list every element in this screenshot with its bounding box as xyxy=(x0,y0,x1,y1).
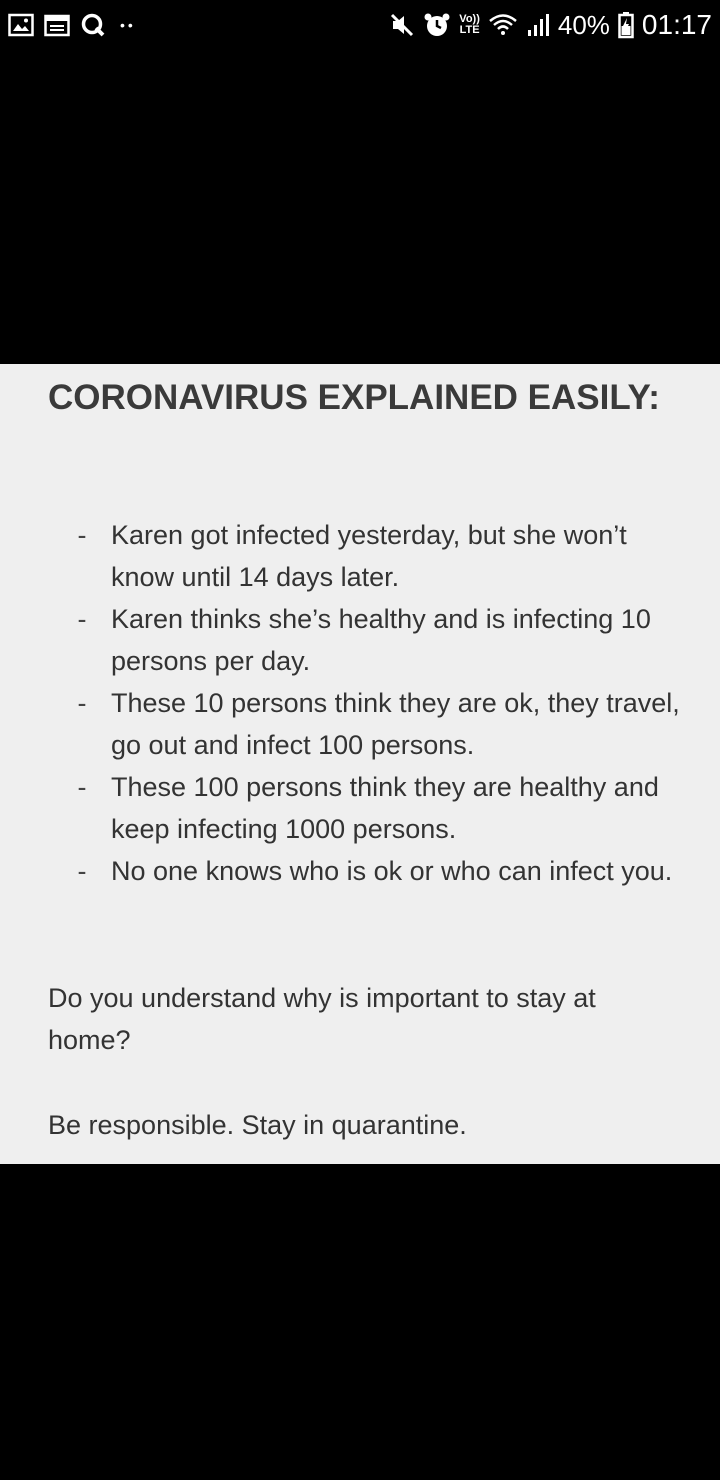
shared-image[interactable] xyxy=(0,364,720,1164)
volte-top-label: Vo)) xyxy=(459,13,480,25)
list-item xyxy=(72,766,682,850)
bullet-dash: - xyxy=(77,772,87,802)
status-bar xyxy=(0,0,720,50)
list-item xyxy=(72,682,682,766)
list-item-text: No one knows who is ok or who can infect you. xyxy=(111,856,673,886)
alarm-icon xyxy=(423,11,451,39)
status-bar-system xyxy=(389,6,712,44)
bullet-dash: - xyxy=(77,688,87,718)
battery-icon xyxy=(618,11,634,39)
bullet-dash: - xyxy=(77,520,87,550)
question-paragraph: Do you understand why is important to stay at home? xyxy=(48,983,596,1055)
list-item xyxy=(72,598,682,682)
list-item-text: Karen thinks she’s healthy and is infecting 10 persons per day. xyxy=(111,604,651,676)
list-item xyxy=(72,514,682,598)
bullet-dash: - xyxy=(77,604,87,634)
more-notifications-dots: •• xyxy=(120,17,136,33)
note-title: CORONAVIRUS EXPLAINED EASILY: xyxy=(48,378,660,417)
gallery-icon xyxy=(8,13,34,37)
closing-paragraph: Be responsible. Stay in quarantine. xyxy=(48,1110,467,1140)
clock: 01:17 xyxy=(641,9,712,40)
mute-icon xyxy=(389,12,415,38)
search-q-icon xyxy=(80,12,106,38)
volte-bottom-label: LTE xyxy=(459,24,480,36)
signal-icon xyxy=(526,12,550,38)
status-bar-notifications xyxy=(8,10,136,40)
bullet-list xyxy=(72,514,682,892)
list-item-text: These 100 persons think they are healthy and keep infecting 1000 persons. xyxy=(111,772,659,844)
list-item-text: These 10 persons think they are ok, they travel, go out and infect 100 persons. xyxy=(111,688,680,760)
list-item xyxy=(72,850,682,892)
calendar-icon xyxy=(44,13,70,37)
bullet-dash: - xyxy=(77,856,87,886)
list-item-text: Karen got infected yesterday, but she won’t know until 14 days later. xyxy=(111,520,627,592)
battery-percent: 40% xyxy=(557,9,610,40)
volte-icon xyxy=(459,14,480,36)
wifi-icon xyxy=(488,13,518,37)
